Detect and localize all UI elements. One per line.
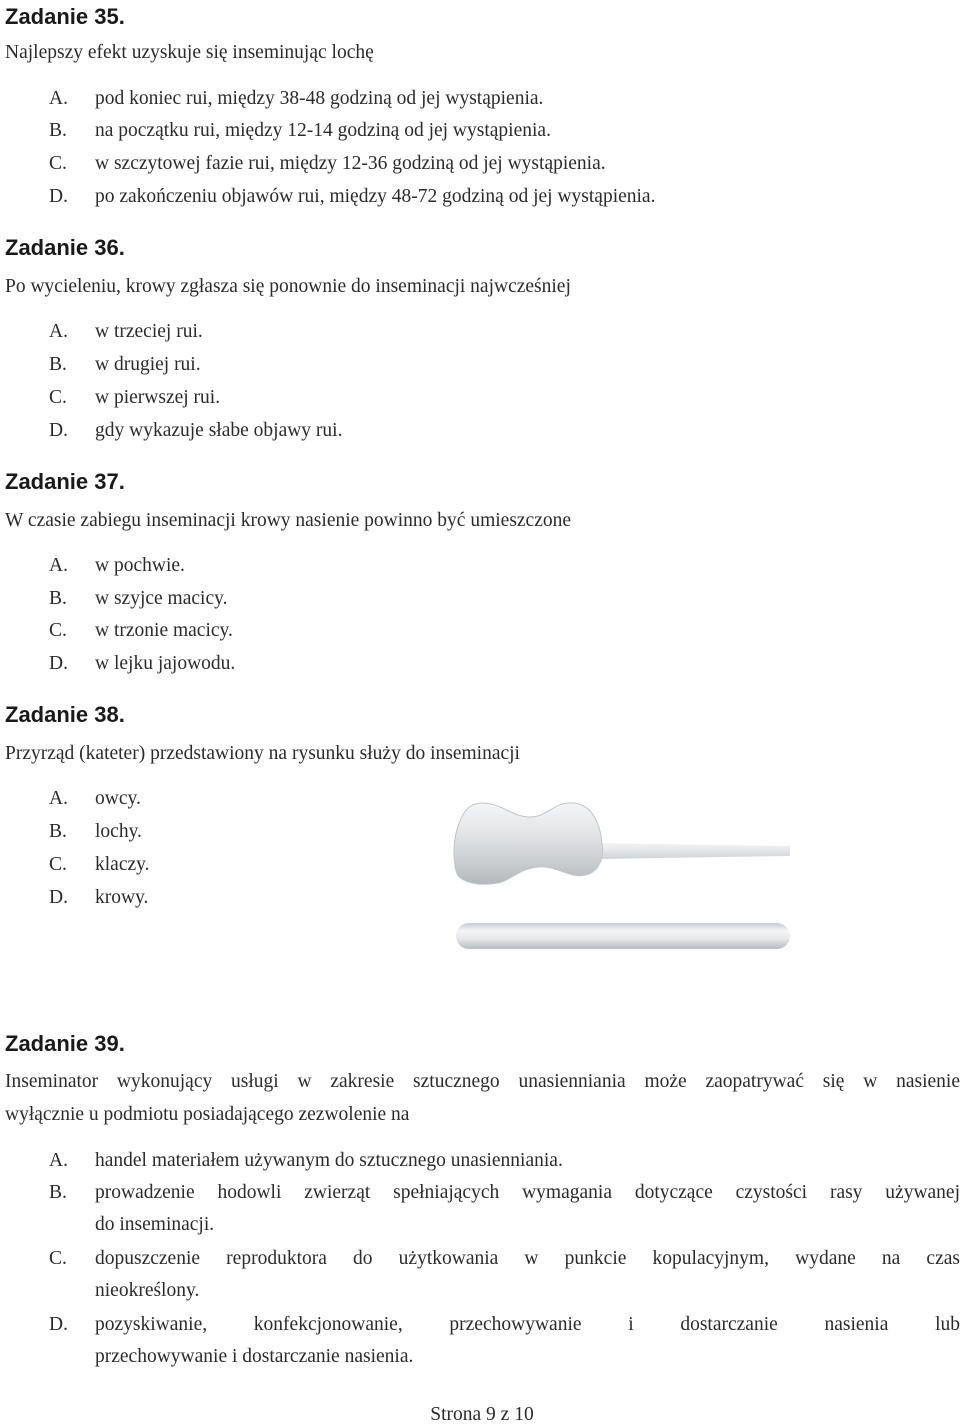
task-36-option-a-letter: A. [49, 321, 68, 342]
task-37-option-c-letter: C. [49, 620, 67, 641]
task-35-option-c-letter: C. [49, 153, 67, 174]
task-39-option-a-text: handel materiałem używanym do sztucznego unasienniania. [95, 1150, 563, 1171]
task-38-title: Zadanie 38. [5, 702, 125, 727]
task-39-option-b-text-line-1: prowadzenie hodowli zwierząt spełniających wymagania dotyczące czystości rasy używanej [95, 1182, 960, 1203]
task-39-question-line-1: Inseminator wykonujący usługi w zakresie sztucznego unasienniania może zaopatrywać się w nasienie [5, 1071, 960, 1092]
task-35-option-d-text: po zakończeniu objawów rui, między 48-72 godziną od jej wystąpienia. [95, 186, 656, 207]
task-38-option-a-text: owcy. [95, 788, 141, 809]
task-39-option-c-text-line-1: dopuszczenie reproduktora do użytkowania w punkcie kopulacyjnym, wydane na czas [95, 1248, 960, 1269]
task-37-option-b-letter: B. [49, 588, 67, 609]
task-37-option-a-text: w pochwie. [95, 555, 185, 576]
catheter-foam-tip [454, 803, 603, 884]
task-39-option-c-text-line-2: nieokreślony. [95, 1280, 200, 1301]
task-37-option-a-letter: A. [49, 555, 68, 576]
task-37-option-d-text: w lejku jajowodu. [95, 653, 236, 674]
task-39-option-b-text-line-2: do inseminacji. [95, 1214, 215, 1235]
task-37-title: Zadanie 37. [5, 469, 125, 494]
task-37-option-b-text: w szyjce macicy. [95, 588, 228, 609]
catheter-image [446, 795, 790, 965]
task-38-option-d-text: krowy. [95, 887, 149, 908]
task-36-option-c-text: w pierwszej rui. [95, 387, 221, 408]
task-39-option-a-letter: A. [49, 1150, 68, 1171]
task-35-option-c-text: w szczytowej fazie rui, między 12-36 godziną od jej wystąpienia. [95, 153, 606, 174]
task-36-option-c-letter: C. [49, 387, 67, 408]
task-39-title: Zadanie 39. [5, 1031, 125, 1056]
catheter-stem [596, 843, 790, 859]
task-38-option-b-letter: B. [49, 821, 67, 842]
task-36-option-b-text: w drugiej rui. [95, 354, 201, 375]
task-36-option-d-letter: D. [49, 420, 68, 441]
task-35-option-a-text: pod koniec rui, między 38-48 godziną od jej wystąpienia. [95, 88, 544, 109]
catheter-tube [456, 923, 790, 949]
task-37-question: W czasie zabiegu inseminacji krowy nasienie powinno być umieszczone [5, 510, 572, 531]
task-37-option-d-letter: D. [49, 653, 68, 674]
task-35-option-b-text: na początku rui, między 12-14 godziną od jej wystąpienia. [95, 120, 551, 141]
task-38-option-b-text: lochy. [95, 821, 142, 842]
task-36-option-a-text: w trzeciej rui. [95, 321, 203, 342]
task-36-question: Po wycieleniu, krowy zgłasza się ponownie do inseminacji najwcześniej [5, 276, 571, 297]
task-39-option-c-letter: C. [49, 1248, 67, 1269]
task-38-option-d-letter: D. [49, 887, 68, 908]
task-39-option-d-text-line-1: pozyskiwanie, konfekcjonowanie, przechowywanie i dostarczanie nasienia lub [95, 1314, 960, 1335]
task-39-option-b-letter: B. [49, 1182, 67, 1203]
task-37-option-c-text: w trzonie macicy. [95, 620, 233, 641]
task-38-option-c-letter: C. [49, 854, 67, 875]
task-39-option-d-letter: D. [49, 1314, 68, 1335]
task-39-option-d-text-line-2: przechowywanie i dostarczanie nasienia. [95, 1346, 414, 1367]
task-38-option-c-text: klaczy. [95, 854, 150, 875]
task-35-question: Najlepszy efekt uzyskuje się inseminując lochę [5, 42, 374, 63]
task-36-option-d-text: gdy wykazuje słabe objawy rui. [95, 420, 343, 441]
task-35-option-a-letter: A. [49, 88, 68, 109]
task-36-option-b-letter: B. [49, 354, 67, 375]
task-35-option-b-letter: B. [49, 120, 67, 141]
task-35-title: Zadanie 35. [5, 4, 125, 29]
page-number-footer: Strona 9 z 10 [430, 1404, 534, 1425]
task-35-option-d-letter: D. [49, 186, 68, 207]
task-38-question: Przyrząd (kateter) przedstawiony na rysunku służy do inseminacji [5, 743, 520, 764]
task-39-question-line-2: wyłącznie u podmiotu posiadającego zezwolenie na [5, 1104, 410, 1125]
task-38-option-a-letter: A. [49, 788, 68, 809]
task-36-title: Zadanie 36. [5, 235, 125, 260]
